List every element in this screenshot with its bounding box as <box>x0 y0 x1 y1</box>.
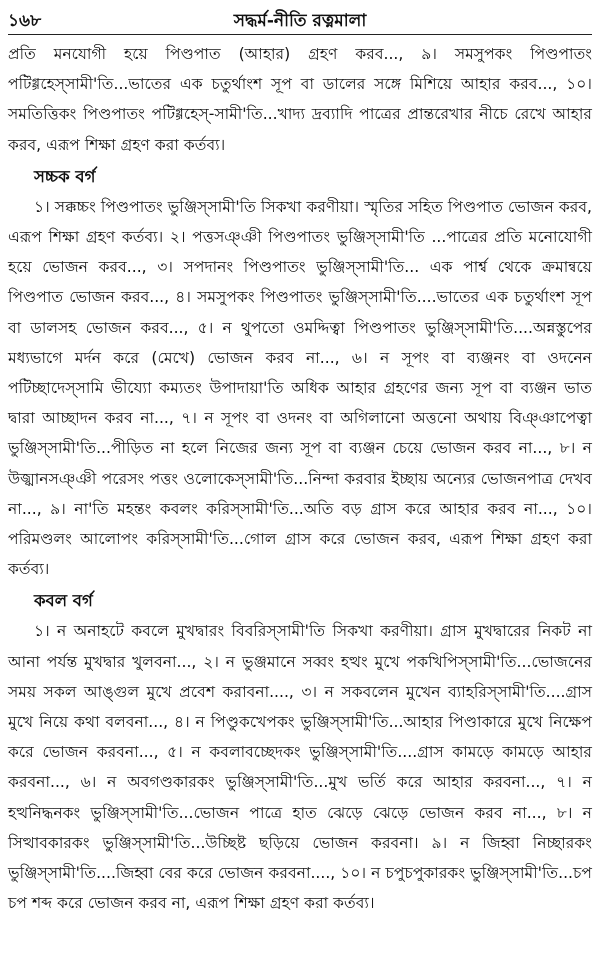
section-heading-sacchaka: সচ্চক বর্গ <box>34 166 96 186</box>
book-title: সদ্ধর্ম-নীতি রত্নমালা <box>233 11 367 31</box>
page-number: ১৬৮ <box>8 11 42 31</box>
section-text-kabala: ১। ন অনাহটে কবলে মুখদ্বারং বিবরিস্সামী'তি সিকখা করণীয়া। গ্রাস মুখদ্বারের নিকট না আনা পর্যন্ত মুখদ্বার খুলবনা..., ২। ন ভুঞ্জমানে সব্বং হত্থং মুখে পকখিপিস্সামী'তি...ভোজনের সময় সকল আঙ্গুল মুখে প্রবেশ করাবনা...., ৩। ন সকবলেন মুখেন ব্যাহরিস্সামী'তি....গ্রাস মুখে নিয়ে কথা বলবনা..., ৪। ন পিণ্ডুকখেপকং ভুঞ্জিস্সামী'তি...আহার পিণ্ডাকারে মুখে নিক্ষেপ করে ভোজন করবনা..., ৫। ন কবলাবচ্ছেদকং ভুঞ্জিস্সামী'তি....গ্রাস কামড়ে কামড়ে আহার করবনা..., ৬। ন অবগণ্ডকারকং ভুঞ্জিস্সামী'তি...মুখ ভর্তি করে আহার করবনা..., ৭। ন হত্থনিদ্ধনকং ভুঞ্জিস্সামী'তি...ভোজন পাত্রে হাত ঝেড়ে ঝেড়ে ভোজন করব না..., ৮। ন সিত্থাবকারকং ভুঞ্জিস্সামী'তি...উচ্ছিষ্ট ছড়িয়ে ভোজন করবনা। ৯। ন জিহ্বা নিচ্ছারকং ভুঞ্জিস্সামী'তি....জিহ্বা বের করে ভোজন করবনা...., ১০। ন চপুচপুকারকং ভুঞ্জিস্সামী'তি...চপ চপ শব্দ করে ভোজন করব না, এরূপ শিক্ষা গ্রহণ করা কর্তব্য। <box>8 622 592 913</box>
intro-paragraph: প্রতি মনযোগী হয়ে পিণ্ডপাত (আহার) গ্রহণ করব..., ৯। সমসুপকং পিণ্ডপাতং পটিগ্গহেস্সামী'তি...ভাতের এক চতুর্থাংশ সূপ বা ডালের সঙ্গে মিশিয়ে আহার করব..., ১০। সমতিত্তিকং পিণ্ডপাতং পটিগ্গহেস্-সামী'তি...খাদ্য দ্রব্যাদি পাত্রের প্রান্তরেখার নীচে রেখে আহার করব, এরূপ শিক্ষা গ্রহণ করা কর্তব্য। <box>8 45 592 154</box>
running-header <box>8 6 592 35</box>
section-text-sacchaka: ১। সক্কচ্চং পিণ্ডপাতং ভুঞ্জিস্সামী'তি সিকখা করণীয়া। স্মৃতির সহিত পিণ্ডপাত ভোজন করব, এরূপ শিক্ষা গ্রহণ কর্তব্য। ২। পত্তসঞ্ঞী পিণ্ডপাতং ভুঞ্জিস্সামী'তি ...পাত্রের প্রতি মনোযোগী হয়ে ভোজন করব..., ৩। সপদানং পিণ্ডপাতং ভুঞ্জিস্সামী'তি... এক পার্শ্ব থেকে ক্রমান্বয়ে পিণ্ডপাত ভোজন করব..., ৪। সমসুপকং পিণ্ডপাতং ভুঞ্জিস্সামী'তি....ভাতের এক চতুর্থাংশ সূপ বা ডালসহ ভোজন করব..., ৫। ন থুপতো ওমদ্দিত্বা পিণ্ডপাতং ভুঞ্জিস্সামী'তি....অন্নস্তুপের মধ্যভাগে মর্দন করে (মেখে) ভোজন করব না..., ৬। ন সূপং বা ব্যঞ্জনং বা ওদনেন পটিচ্ছাদেস্সামি ভীয্যো কম্যতং উপাদায়া'তি অধিক আহার গ্রহণের জন্য সূপ বা ব্যঞ্জন ভাত দ্বারা আচ্ছাদন করব না..., ৭। ন সূপং বা ওদনং বা অগিলানো অত্তনো অথায় বিঞ্ঞাপেত্বা ভুঞ্জিস্সামী'তি...পীড়িত না হলে নিজের জন্য সূপ বা ব্যঞ্জন চেয়ে ভোজন করব না..., ৮। ন উজ্ঝানসঞ্ঞী পরেসং পত্তং ওলোকেস্সামী'তি...নিন্দা করবার ইচ্ছায় অন্যের ভোজনপাত্র দেখব না..., ৯। না'তি মহন্তং কবলং করিস্সামী'তি...অতি বড় গ্রাস করে আহার করব না..., ১০। পরিমণ্ডলং আলোপং করিস্সামী'তি...গোল গ্রাস করে ভোজন করব, এরূপ শিক্ষা গ্রহণ করা কর্তব্য। <box>8 197 592 579</box>
section-heading-kabala: কবল বর্গ <box>34 591 93 611</box>
